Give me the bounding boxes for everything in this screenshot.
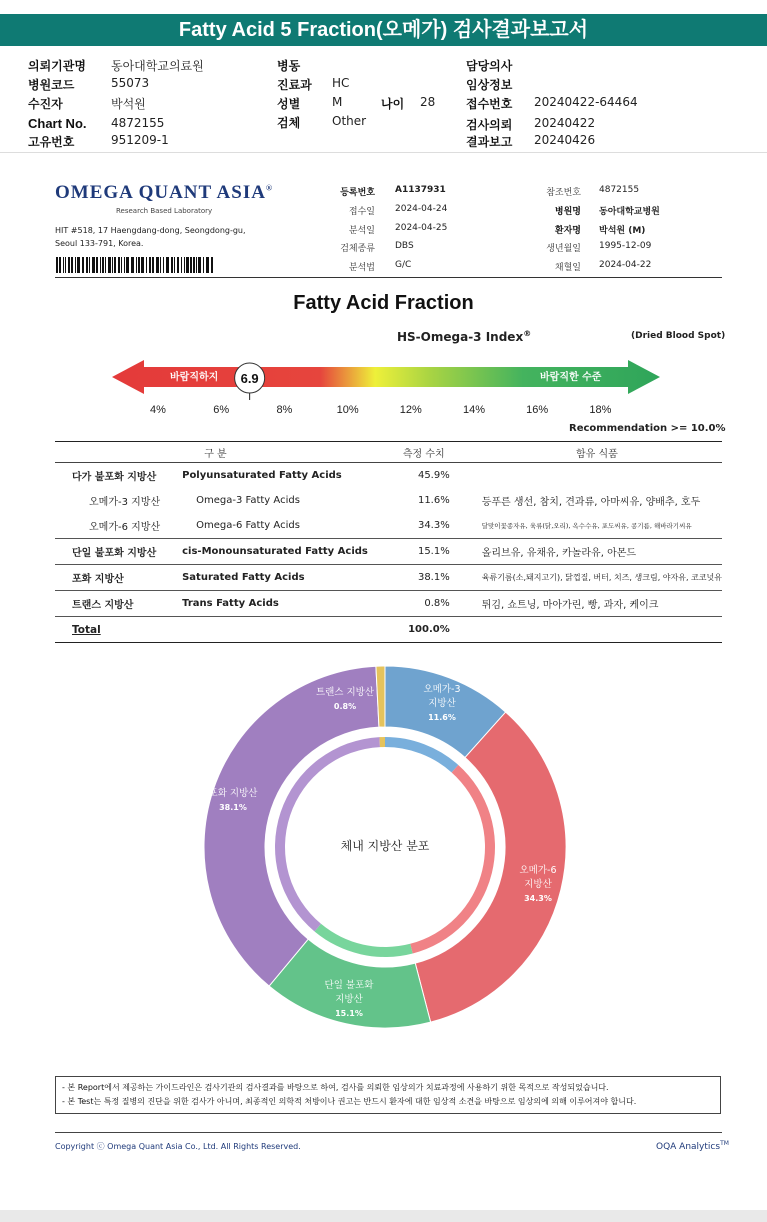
specimen-value: Other bbox=[332, 114, 367, 128]
receipt-no-label: 접수번호 bbox=[466, 97, 513, 111]
row-english-name: Omega-6 Fatty Acids bbox=[196, 520, 300, 531]
examinee-value: 박석원 bbox=[111, 97, 146, 111]
analyzed-value: 2024-04-25 bbox=[395, 223, 448, 233]
barcode-bar bbox=[163, 257, 164, 273]
barcode-bar bbox=[184, 257, 185, 273]
age-value: 28 bbox=[420, 95, 436, 109]
table-row bbox=[55, 539, 722, 565]
address-line1: HIT #518, 17 Haengdang-dong, Seongdong-gu, bbox=[55, 226, 246, 235]
examinee-label: 수진자 bbox=[28, 97, 63, 111]
barcode-bar bbox=[65, 257, 66, 273]
barcode-bar bbox=[131, 257, 134, 273]
total-spacer bbox=[182, 617, 376, 643]
address-line2: Seoul 133-791, Korea. bbox=[55, 239, 144, 248]
sample-note: (Dried Blood Spot) bbox=[631, 331, 726, 341]
slice-label: 트랜스 지방산 bbox=[315, 687, 375, 698]
row-value: 15.1% bbox=[376, 539, 472, 565]
row-foods: 튀김, 쇼트닝, 마아가린, 빵, 과자, 케이크 bbox=[472, 591, 722, 617]
barcode-bar bbox=[138, 257, 140, 273]
institution-value: 동아대학교의료원 bbox=[111, 59, 204, 73]
row-foods: 등푸른 생선, 참치, 견과류, 아마씨유, 양배추, 호두 bbox=[481, 497, 701, 508]
scale-tick-label: 6% bbox=[213, 404, 230, 416]
donut-slice bbox=[204, 666, 379, 986]
index-name bbox=[397, 329, 531, 344]
brand-tm: TM bbox=[720, 1140, 729, 1147]
donut-inner-slice bbox=[315, 924, 413, 957]
row-value: 11.6% bbox=[417, 495, 450, 506]
reg-no-value: A1137931 bbox=[395, 185, 446, 195]
method-label: 분석법 bbox=[348, 263, 375, 273]
row-korean-name: 오메가-6 지방산 bbox=[89, 522, 161, 533]
barcode-bar bbox=[198, 257, 201, 273]
received-label: 접수일 bbox=[348, 207, 375, 217]
barcode-bar bbox=[156, 257, 159, 273]
barcode-bar bbox=[160, 257, 161, 273]
received-value: 2024-04-24 bbox=[395, 204, 448, 214]
scale-tick-label: 12% bbox=[399, 404, 422, 416]
specimen-type-value: DBS bbox=[395, 241, 414, 251]
request-date-label: 검사의뢰 bbox=[466, 118, 513, 132]
slice-value: 11.6% bbox=[428, 713, 456, 722]
barcode-bar bbox=[206, 257, 209, 273]
table-row bbox=[55, 488, 722, 513]
barcode-bar bbox=[56, 257, 58, 273]
slice-label: 오메가-6 지방산 bbox=[519, 865, 557, 890]
chart-no-label: Chart No. bbox=[28, 116, 87, 131]
hospital-code-value: 55073 bbox=[111, 76, 150, 90]
scale-ticks bbox=[150, 404, 612, 416]
table-row bbox=[55, 591, 722, 617]
page-bottom-band bbox=[0, 1210, 767, 1222]
brand-text: OQA Analytics bbox=[656, 1142, 721, 1152]
barcode-bar bbox=[203, 257, 204, 273]
slice-value: 15.1% bbox=[335, 1009, 363, 1018]
row-english-name: Omega-3 Fatty Acids bbox=[196, 495, 300, 506]
slice-label: 포화 지방산 bbox=[208, 788, 258, 799]
barcode-bar bbox=[82, 257, 84, 273]
barcode-bar bbox=[171, 257, 173, 273]
barcode-bar bbox=[193, 257, 195, 273]
lab-address bbox=[55, 224, 265, 250]
row-value: 0.8% bbox=[376, 591, 472, 617]
barcode-bar bbox=[96, 257, 98, 273]
barcode-bar bbox=[177, 257, 179, 273]
birth-date-value: 1995-12-09 bbox=[599, 241, 652, 251]
barcode-bar bbox=[100, 257, 101, 273]
fatty-acid-table bbox=[55, 441, 722, 643]
row-english-name: Polyunsaturated Fatty Acids bbox=[182, 463, 376, 489]
barcode-bar bbox=[190, 257, 192, 273]
birth-date-label: 생년월일 bbox=[546, 244, 581, 254]
table-header bbox=[55, 442, 722, 463]
barcode-image bbox=[56, 257, 214, 273]
row-foods: 달맞이꽃종자유, 육류(닭,오리), 옥수수유, 포도씨유, 콩기름, 해바라기씨유 bbox=[481, 522, 692, 530]
barcode-bar bbox=[118, 257, 120, 273]
barcode-bar bbox=[105, 257, 106, 273]
barcode-bar bbox=[114, 257, 116, 273]
recommendation: Recommendation >= 10.0% bbox=[569, 423, 726, 434]
good-level-label: 바람직한 수준 bbox=[540, 372, 602, 383]
ref-no-label: 참조번호 bbox=[546, 188, 581, 198]
report-date-label: 결과보고 bbox=[466, 135, 513, 149]
institution-label: 의뢰기관명 bbox=[28, 59, 86, 73]
specimen-label: 검체 bbox=[277, 116, 301, 130]
dept-label: 진료과 bbox=[277, 78, 312, 92]
report-date-value: 20240426 bbox=[534, 133, 596, 147]
scale-tick-label: 10% bbox=[336, 404, 359, 416]
fatty-acid-donut-chart bbox=[202, 662, 572, 1038]
row-value: 38.1% bbox=[376, 565, 472, 591]
row-value: 34.3% bbox=[417, 520, 450, 531]
slice-label: 오메가-3 지방산 bbox=[423, 684, 461, 709]
sample-date-label: 채혈일 bbox=[554, 263, 581, 273]
copyright: Copyright ⓒ Omega Quant Asia Co., Ltd. All Rights Reserved. bbox=[55, 1142, 301, 1151]
index-name-mark: ® bbox=[523, 329, 532, 338]
section-divider bbox=[0, 152, 767, 153]
donut-inner-slice bbox=[379, 737, 385, 747]
lab-logo-mark: ® bbox=[265, 183, 273, 193]
hospital-name-label: 병원명 bbox=[554, 207, 581, 217]
barcode-bar bbox=[146, 257, 147, 273]
section-title: Fatty Acid Fraction bbox=[293, 292, 474, 314]
ward-label: 병동 bbox=[277, 59, 301, 73]
row-korean-name: 포화 지방산 bbox=[55, 565, 182, 591]
specimen-type-label: 검체종류 bbox=[340, 244, 375, 254]
row-foods: 올리브유, 유채유, 카놀라유, 아몬드 bbox=[472, 539, 722, 565]
sex-value: M bbox=[332, 95, 343, 109]
dept-value: HC bbox=[332, 76, 350, 90]
barcode-bar bbox=[77, 257, 80, 273]
scale-tick-label: 16% bbox=[526, 404, 549, 416]
row-korean-name: 트랜스 지방산 bbox=[55, 591, 182, 617]
clinical-info-label: 임상정보 bbox=[466, 78, 513, 92]
index-scale bbox=[100, 348, 675, 418]
barcode-bar bbox=[121, 257, 122, 273]
scale-tick-label: 8% bbox=[276, 404, 293, 416]
patient-name-value: 박석원 (M) bbox=[599, 226, 646, 236]
ref-no-value: 4872155 bbox=[599, 185, 640, 195]
barcode-bar bbox=[112, 257, 113, 273]
note-line-2: - 본 Test는 특정 질병의 진단을 위한 검사가 아니며, 최종적인 의학적 처방이나 권고는 반드시 환자에 대한 임상적 소견을 바탕으로 임상의에 의해 이루어져야 합니다. bbox=[62, 1097, 637, 1106]
barcode-bar bbox=[71, 257, 73, 273]
row-korean-name: 다가 불포화 지방산 bbox=[55, 463, 182, 489]
row-foods: 육류기름(소,돼지고기), 닭껍질, 버터, 치즈, 생크림, 야자유, 코코넛유 bbox=[472, 565, 722, 591]
row-korean-name: 오메가-3 지방산 bbox=[89, 497, 161, 508]
hospital-name-value: 동아대학교병원 bbox=[599, 207, 660, 217]
index-name-text: HS-Omega-3 Index bbox=[397, 330, 524, 344]
report-title: Fatty Acid 5 Fraction(오메가) 검사결과보고서 bbox=[0, 14, 767, 46]
index-marker bbox=[235, 363, 265, 400]
barcode-bar bbox=[63, 257, 64, 273]
barcode-bar bbox=[124, 257, 125, 273]
barcode-bar bbox=[152, 257, 154, 273]
barcode-bar bbox=[211, 257, 213, 273]
analyzed-label: 분석일 bbox=[348, 226, 375, 236]
unique-no-value: 951209-1 bbox=[111, 133, 169, 147]
hospital-code-label: 병원코드 bbox=[28, 78, 75, 92]
slice-value: 0.8% bbox=[333, 702, 357, 711]
barcode-bar bbox=[126, 257, 129, 273]
barcode-bar bbox=[166, 257, 169, 273]
barcode-bar bbox=[136, 257, 137, 273]
method-value: G/C bbox=[395, 260, 412, 270]
receipt-no-value: 20240422-64464 bbox=[534, 95, 638, 109]
barcode-bar bbox=[186, 257, 189, 273]
chart-title: 체내 지방산 분포 bbox=[340, 839, 430, 853]
barcode-bar bbox=[181, 257, 182, 273]
barcode-bar bbox=[59, 257, 61, 273]
barcode-bar bbox=[174, 257, 175, 273]
patient-name-label: 환자명 bbox=[554, 226, 581, 236]
row-korean-name: 단일 불포화 지방산 bbox=[55, 539, 182, 565]
doctor-label: 담당의사 bbox=[466, 59, 513, 73]
total-row bbox=[55, 617, 722, 643]
row-english-name: Trans Fatty Acids bbox=[182, 591, 376, 617]
barcode-bar bbox=[196, 257, 197, 273]
age-label: 나이 bbox=[381, 97, 405, 111]
barcode-bar bbox=[102, 257, 104, 273]
barcode-bar bbox=[108, 257, 111, 273]
request-date-value: 20240422 bbox=[534, 116, 596, 130]
total-foods bbox=[472, 617, 722, 643]
row-english-name: Saturated Fatty Acids bbox=[182, 565, 376, 591]
barcode-bar bbox=[149, 257, 151, 273]
table-row bbox=[55, 565, 722, 591]
brand-mark bbox=[656, 1140, 729, 1152]
row-english-name: cis-Monounsaturated Fatty Acids bbox=[182, 539, 376, 565]
scale-tick-label: 14% bbox=[462, 404, 486, 416]
sex-label: 성별 bbox=[277, 97, 301, 111]
barcode-bar bbox=[89, 257, 90, 273]
slice-value: 34.3% bbox=[524, 894, 552, 903]
scale-tick-label: 18% bbox=[589, 404, 612, 416]
header-foods: 함유 식품 bbox=[472, 442, 722, 463]
reg-no-label: 등록번호 bbox=[340, 188, 375, 198]
barcode-bar bbox=[141, 257, 144, 273]
index-value: 6.9 bbox=[240, 371, 259, 386]
header-category: 구 분 bbox=[55, 442, 376, 463]
slice-label: 단일 불포화 지방산 bbox=[324, 980, 374, 1005]
note-line-1: - 본 Report에서 제공하는 가이드라인은 검사기관의 검사결과를 바탕으로 하여, 검사를 의뢰한 임상의가 치료과정에 사용하기 위한 목적으로 작성되었습니다. bbox=[62, 1083, 609, 1092]
chart-no-value: 4872155 bbox=[111, 116, 165, 130]
barcode-bar bbox=[68, 257, 70, 273]
unique-no-label: 고유번호 bbox=[28, 135, 75, 149]
header-value: 측정 수치 bbox=[376, 442, 472, 463]
header-divider bbox=[55, 277, 722, 278]
barcode-bar bbox=[75, 257, 76, 273]
total-label: Total bbox=[55, 617, 182, 643]
sample-date-value: 2024-04-22 bbox=[599, 260, 652, 270]
footer-divider bbox=[55, 1132, 722, 1133]
barcode-bar bbox=[86, 257, 88, 273]
lab-logo bbox=[55, 182, 273, 204]
row-foods bbox=[472, 463, 722, 489]
notes-box bbox=[55, 1076, 721, 1114]
table-row bbox=[55, 513, 722, 539]
bad-level-label: 바람직하지 bbox=[170, 372, 219, 383]
row-value: 45.9% bbox=[376, 463, 472, 489]
scale-tick-label: 4% bbox=[150, 404, 166, 416]
total-value: 100.0% bbox=[376, 617, 472, 643]
slice-value: 38.1% bbox=[219, 803, 247, 812]
lab-tagline: Research Based Laboratory bbox=[116, 207, 213, 215]
barcode-bar bbox=[92, 257, 95, 273]
lab-logo-text: OMEGA QUANT ASIA bbox=[55, 182, 266, 203]
table-row bbox=[55, 463, 722, 489]
